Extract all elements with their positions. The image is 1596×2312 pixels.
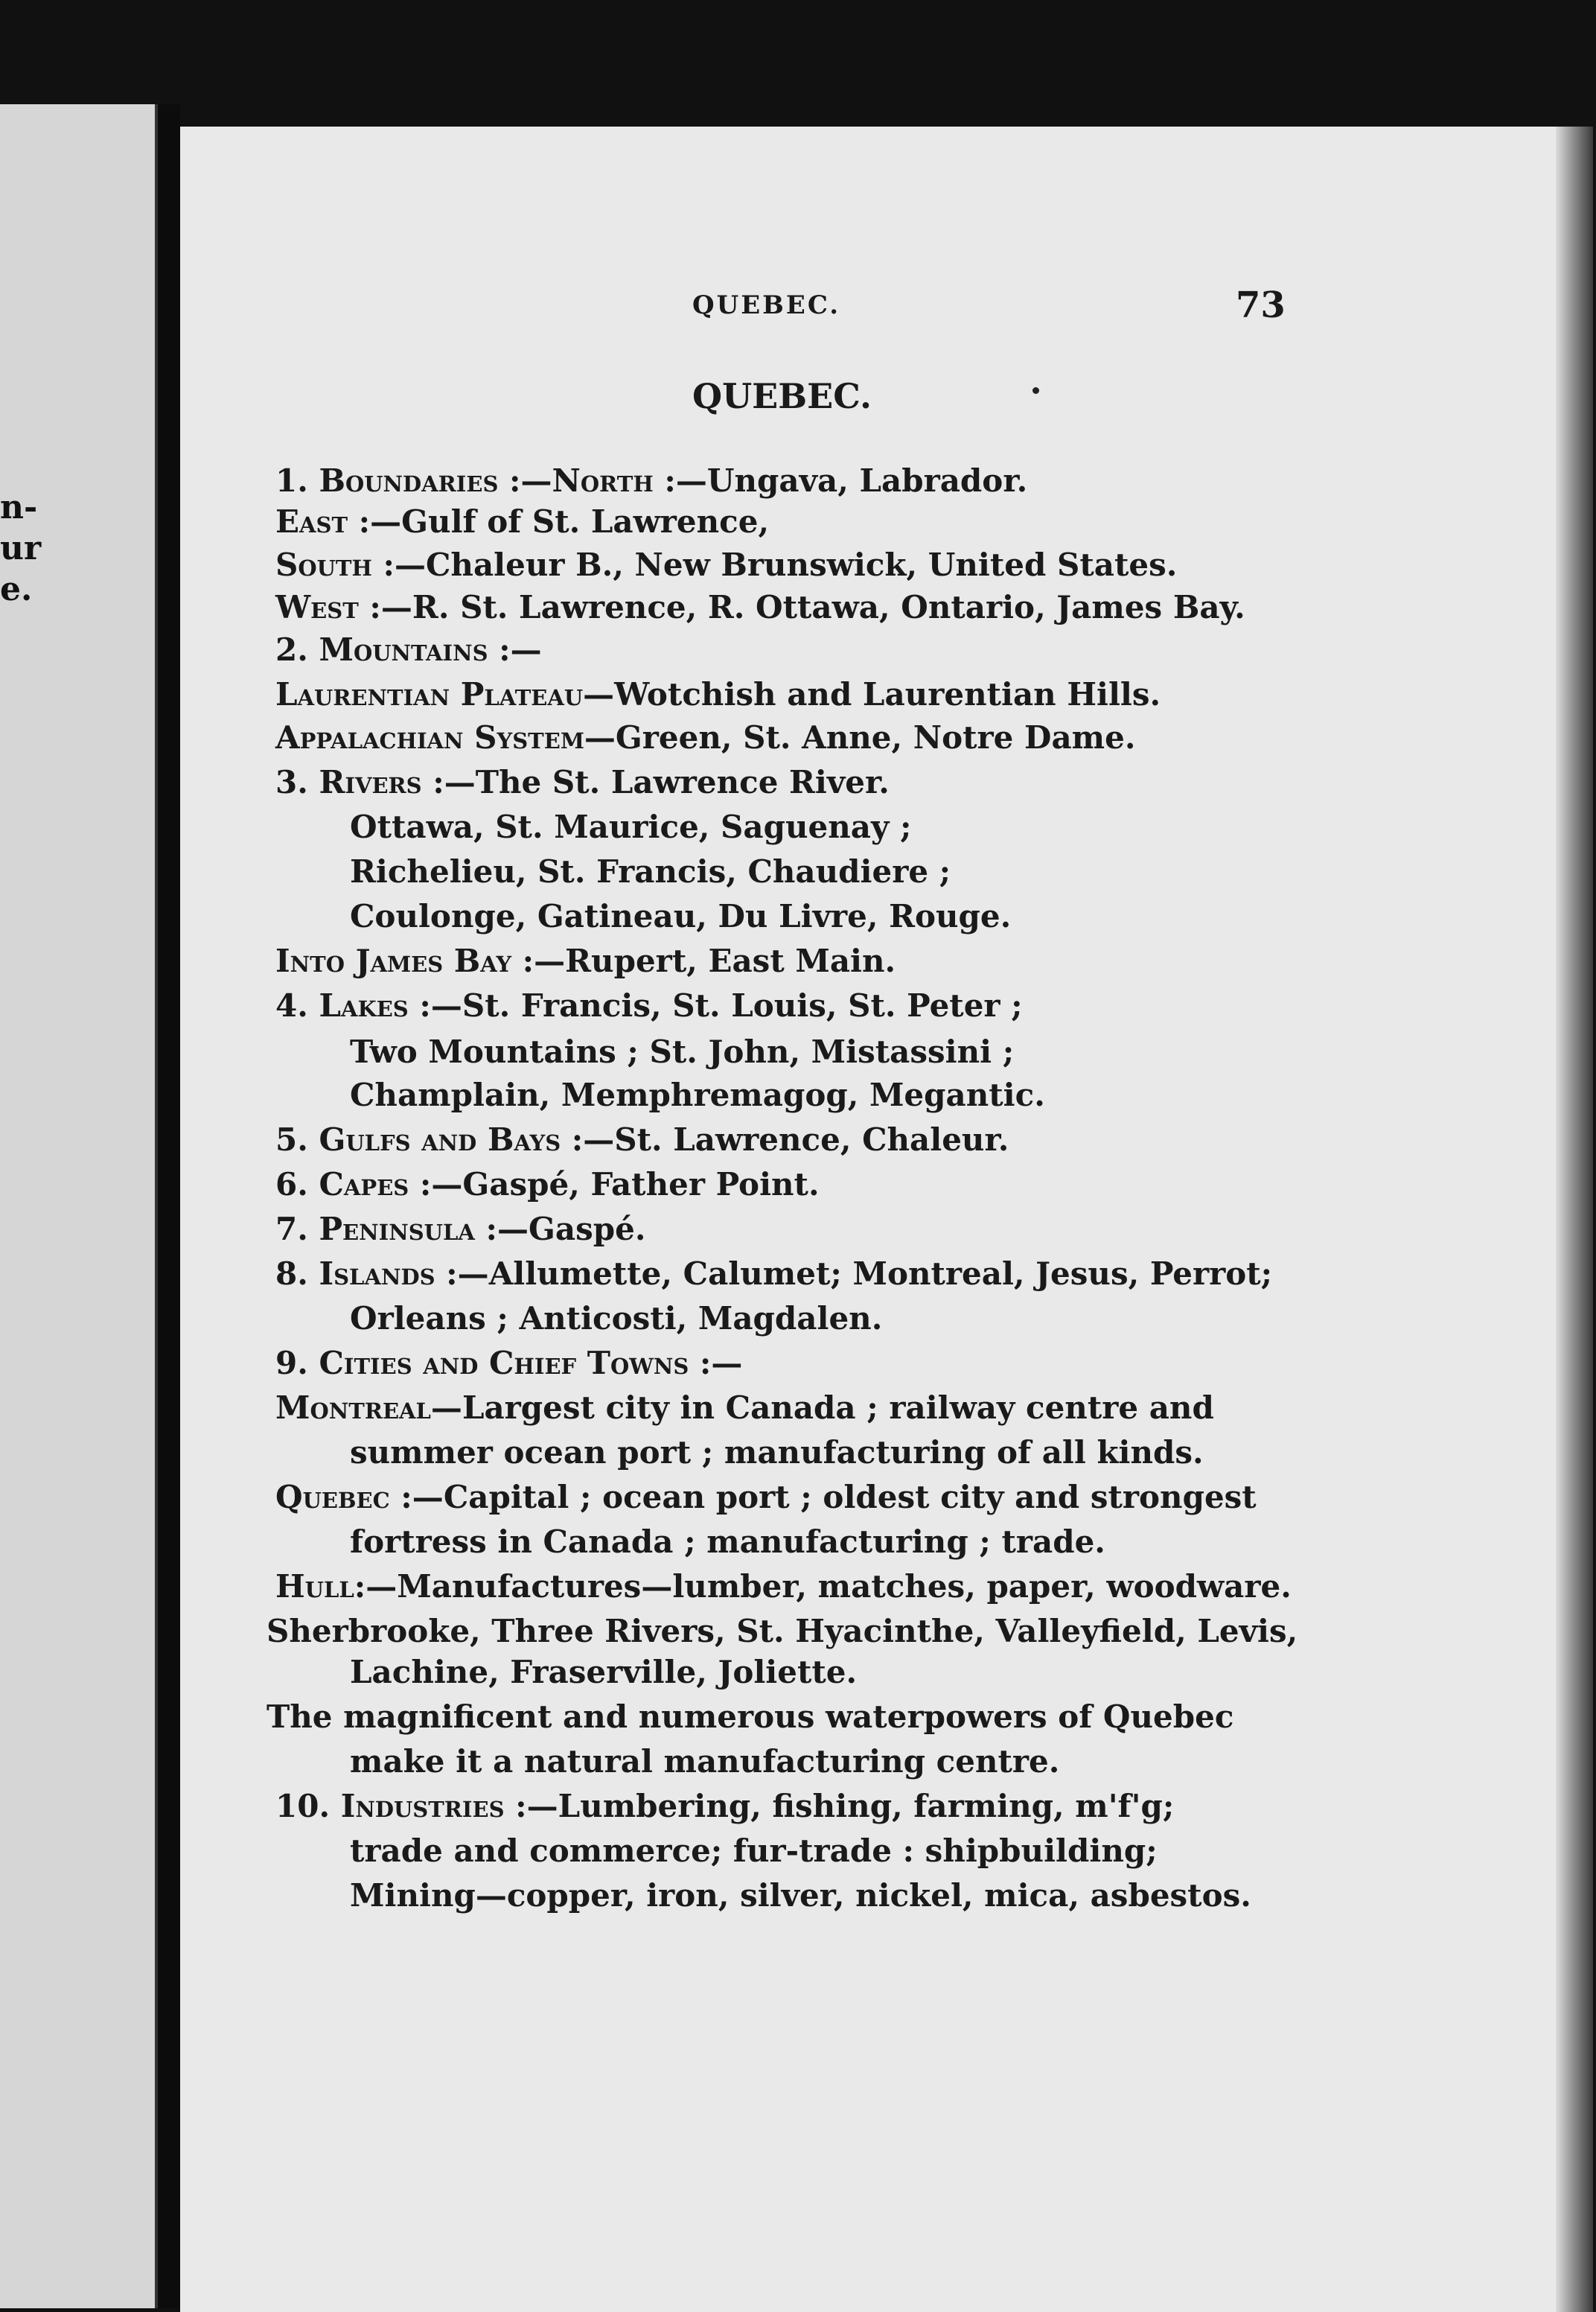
section-label: 7. Peninsula :—	[275, 1211, 529, 1247]
line-text: Gaspé.	[529, 1211, 646, 1247]
line-text: R. St. Lawrence, R. Ottawa, Ontario, James Bay.	[412, 589, 1245, 625]
line-text: summer ocean port ; manufacturing of all kinds.	[350, 1434, 1204, 1471]
line-text: Lumbering, fishing, farming, m'f'g;	[558, 1788, 1175, 1824]
text-line	[275, 1211, 646, 1247]
line-text: St. Lawrence, Chaleur.	[614, 1121, 1009, 1158]
line-text: Lachine, Fraserville, Joliette.	[350, 1654, 858, 1690]
section-label: 4. Lakes :—	[275, 987, 462, 1024]
line-text: Gaspé, Father Point.	[462, 1166, 820, 1203]
line-text: The St. Lawrence River.	[475, 764, 890, 800]
section-label: 1. Boundaries :—North :—	[275, 462, 707, 499]
line-text: Rupert, East Main.	[565, 943, 896, 979]
text-line	[350, 1036, 1014, 1068]
text-line	[275, 1479, 1257, 1515]
section-label: Quebec :—	[275, 1479, 444, 1515]
text-line	[275, 1166, 820, 1203]
section-label: Hull:—	[275, 1568, 398, 1605]
ink-speck	[1032, 387, 1039, 394]
line-text: Orleans ; Anticosti, Magdalen.	[350, 1300, 883, 1337]
facing-page-fragment: n-	[0, 488, 38, 526]
facing-page-fragment: e.	[0, 570, 33, 608]
line-text: Richelieu, St. Francis, Chaudiere ;	[350, 853, 951, 890]
line-text: Gulf of St. Lawrence,	[401, 503, 770, 540]
line-text: Chaleur B., New Brunswick, United States.	[426, 547, 1178, 583]
line-text: Largest city in Canada ; railway centre and	[462, 1389, 1214, 1426]
text-line	[275, 943, 896, 979]
text-line	[275, 719, 1136, 756]
section-label: East :—	[275, 503, 402, 540]
section-label: 6. Capes :—	[275, 1166, 463, 1203]
text-line	[275, 589, 1245, 625]
text-line	[275, 503, 770, 540]
line-text: Manufactures—lumber, matches, paper, woodware.	[397, 1568, 1292, 1605]
text-line	[275, 631, 542, 668]
line-text: Two Mountains ; St. John, Mistassini ;	[350, 1034, 1015, 1070]
line-text: Mining—copper, iron, silver, nickel, mica, asbestos.	[350, 1877, 1251, 1914]
text-line	[350, 1832, 1158, 1869]
line-text: Champlain, Memphremagog, Megantic.	[350, 1077, 1045, 1113]
line-text: Green, St. Anne, Notre Dame.	[615, 719, 1136, 756]
page-edge	[1556, 127, 1593, 2312]
text-line	[275, 1788, 1175, 1824]
line-text: Ungava, Labrador.	[706, 462, 1028, 499]
text-line	[275, 462, 1028, 499]
text-line	[275, 1345, 743, 1381]
text-line	[350, 1523, 1105, 1560]
section-label: 5. Gulfs and Bays :—	[275, 1121, 615, 1158]
line-text: Ottawa, St. Maurice, Saguenay ;	[350, 809, 912, 845]
text-line	[275, 1389, 1214, 1426]
text-line	[266, 1698, 1234, 1735]
page-title: QUEBEC.	[692, 376, 872, 416]
line-text: Wotchish and Laurentian Hills.	[614, 676, 1161, 713]
section-label: South :—	[275, 547, 426, 583]
text-line	[350, 1077, 1045, 1113]
book-gutter	[158, 104, 180, 2308]
text-line	[275, 987, 1023, 1024]
text-line	[350, 853, 951, 890]
line-text: trade and commerce; fur-trade : shipbuilding;	[350, 1832, 1158, 1869]
line-text: Capital ; ocean port ; oldest city and strongest	[443, 1479, 1257, 1515]
text-line	[275, 1255, 1273, 1292]
text-line	[275, 676, 1161, 713]
line-text: Sherbrooke, Three Rivers, St. Hyacinthe, Valleyfield, Levis,	[266, 1613, 1298, 1649]
line-text: fortress in Canada ; manufacturing ; trade.	[350, 1523, 1105, 1560]
line-text: The magnificent and numerous waterpowers of Quebec	[266, 1698, 1234, 1735]
text-line	[350, 1654, 858, 1690]
section-label: 2. Mountains :—	[275, 631, 542, 668]
line-text: St. Francis, St. Louis, St. Peter ;	[462, 987, 1023, 1024]
text-line	[275, 764, 890, 800]
section-label: Laurentian Plateau—	[275, 676, 615, 713]
text-line	[275, 1121, 1009, 1158]
section-label: West :—	[275, 589, 412, 625]
text-line	[350, 1877, 1251, 1914]
line-text: Allumette, Calumet; Montreal, Jesus, Perrot;	[488, 1255, 1273, 1292]
running-head: QUEBEC.	[692, 290, 841, 320]
text-line	[275, 547, 1178, 583]
page-number: 73	[1236, 284, 1286, 326]
section-label: 9. Cities and Chief Towns :—	[275, 1345, 743, 1381]
section-label: 10. Industries :—	[275, 1788, 558, 1824]
text-line	[350, 1300, 883, 1337]
text-line	[350, 898, 1012, 934]
section-label: Appalachian System—	[275, 719, 616, 756]
text-line	[350, 809, 912, 845]
facing-page-fragment: ur	[0, 529, 42, 567]
section-label: Montreal—	[275, 1389, 462, 1426]
text-line	[350, 1743, 1060, 1780]
line-text: make it a natural manufacturing centre.	[350, 1743, 1060, 1780]
text-line	[275, 1568, 1292, 1605]
line-text: Coulonge, Gatineau, Du Livre, Rouge.	[350, 898, 1012, 934]
section-label: Into James Bay :—	[275, 943, 566, 979]
section-label: 3. Rivers :—	[275, 764, 476, 800]
text-line	[350, 1434, 1204, 1471]
section-label: 8. Islands :—	[275, 1255, 489, 1292]
text-line	[266, 1613, 1298, 1649]
facing-page	[0, 104, 158, 2308]
